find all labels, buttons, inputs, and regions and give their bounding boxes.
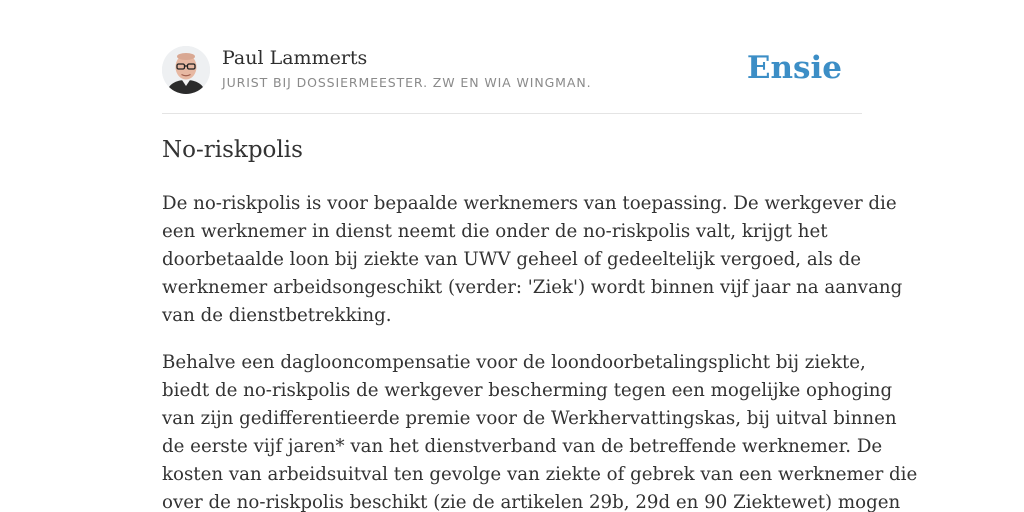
paragraph-line: kosten van arbeidsuitval ten gevolge van ziekte of gebrek van een werknemer die: [162, 464, 918, 485]
paragraph-line: de eerste vijf jaren* van het dienstverband van de betreffende werknemer. De: [162, 436, 883, 457]
paragraph-line: De no-riskpolis is voor bepaalde werknemers van toepassing. De werkgever die: [162, 193, 897, 214]
paragraph-line: van zijn gedifferentieerde premie voor de Werkhervattingskas, bij uitval binnen: [162, 408, 897, 429]
paragraph-line: over de no-riskpolis beschikt (zie de artikelen 29b, 29d en 90 Ziektewet) mogen: [162, 492, 901, 512]
paragraph-line: werknemer arbeidsongeschikt (verder: 'Ziek') wordt binnen vijf jaar na aanvang: [162, 277, 903, 298]
article-title: No-riskpolis: [162, 137, 303, 163]
header-divider: [162, 113, 862, 114]
paragraph-line: biedt de no-riskpolis de werkgever bescherming tegen een mogelijke ophoging: [162, 380, 893, 401]
paragraph-line: van de dienstbetrekking.: [162, 305, 392, 326]
article-body: [162, 190, 918, 512]
paragraph-2: [162, 349, 918, 512]
person-photo-icon: [162, 46, 210, 94]
author-bio: JURIST BIJ DOSSIERMEESTER. ZW EN WIA WINGMAN.: [222, 75, 592, 90]
ensie-logo-link[interactable]: Ensie: [746, 50, 842, 86]
author-avatar[interactable]: [162, 46, 210, 94]
paragraph-line: een werknemer in dienst neemt die onder de no-riskpolis valt, krijgt het: [162, 221, 828, 242]
author-header: [162, 44, 862, 100]
author-name[interactable]: Paul Lammerts: [222, 47, 368, 69]
paragraph-line: Behalve een daglooncompensatie voor de loondoorbetalingsplicht bij ziekte,: [162, 352, 866, 373]
paragraph-line: doorbetaalde loon bij ziekte van UWV geheel of gedeeltelijk vergoed, als de: [162, 249, 862, 270]
paragraph-1: [162, 190, 903, 330]
